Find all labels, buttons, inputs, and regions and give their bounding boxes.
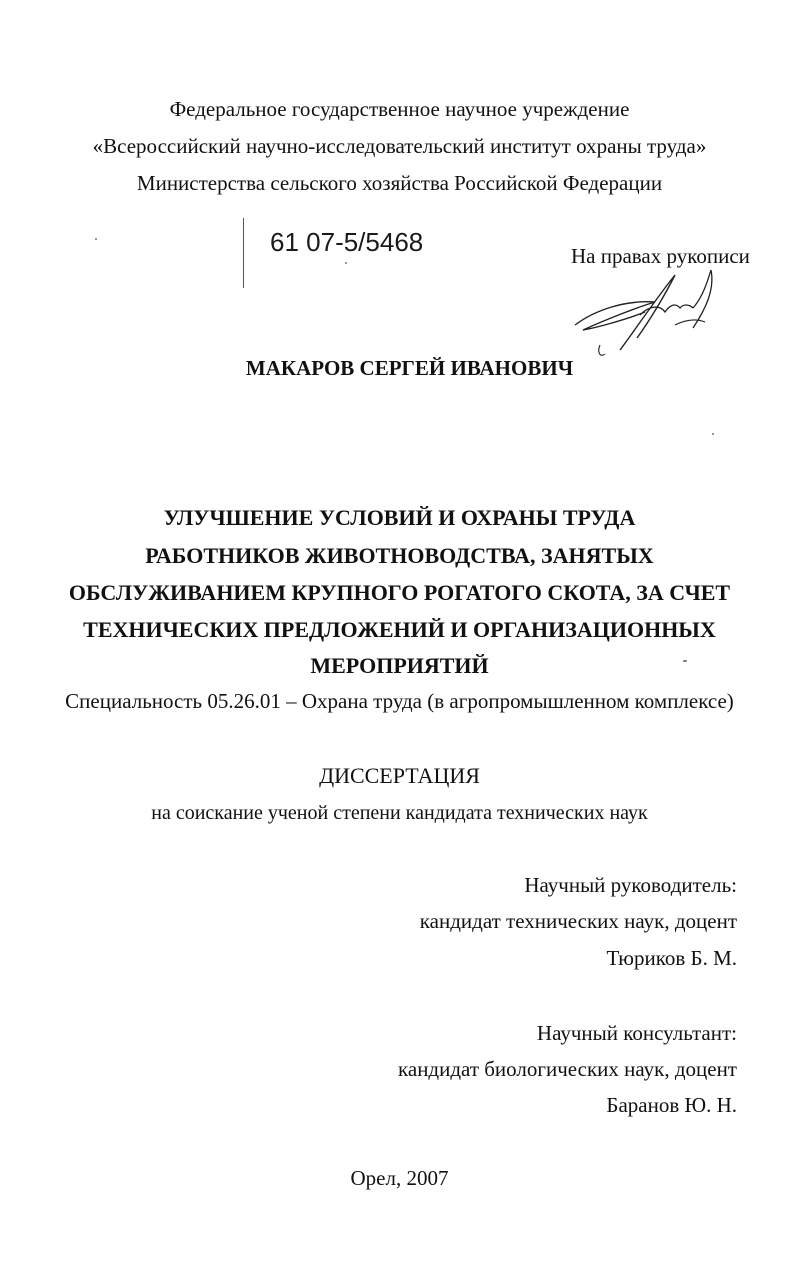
specialty: Специальность 05.26.01 – Охрана труда (в агропромышленном комплексе) [65, 689, 734, 713]
institution-line-3: Министерства сельского хозяйства Российской Федерации [136, 171, 663, 195]
consultant-degree: кандидат биологических наук, доцент [397, 1057, 737, 1081]
archive-margin-line [243, 218, 244, 288]
title-line-2: РАБОТНИКОВ ЖИВОТНОВОДСТВА, ЗАНЯТЫХ [145, 543, 654, 568]
signature-image [565, 250, 755, 370]
consultant-name: Баранов Ю. Н. [606, 1093, 737, 1117]
supervisor-degree: кандидат технических наук, доцент [419, 909, 737, 933]
consultant-role: Научный консультант: [536, 1021, 737, 1045]
title-line-3: ОБСЛУЖИВАНИЕМ КРУПНОГО РОГАТОГО СКОТА, ЗА СЧЕТ [68, 580, 731, 605]
city-year: Орел, 2007 [350, 1166, 449, 1190]
degree-line: на соискание ученой степени кандидата технических наук [151, 802, 648, 824]
title-line-4: ТЕХНИЧЕСКИХ ПРЕДЛОЖЕНИЙ И ОРГАНИЗАЦИОННЫХ [83, 617, 716, 642]
author-name: МАКАРОВ СЕРГЕЙ ИВАНОВИЧ [245, 356, 574, 380]
institution-line-1: Федеральное государственное научное учреждение [169, 97, 630, 121]
scan-speck [95, 238, 97, 240]
manuscript-note: На правах рукописи [571, 244, 750, 268]
scan-speck [683, 660, 687, 662]
scan-speck [345, 262, 347, 264]
archive-number: 61 07-5/5468 [270, 227, 424, 257]
supervisor-role: Научный руководитель: [524, 873, 737, 897]
title-line-5: МЕРОПРИЯТИЙ [310, 653, 489, 678]
supervisor-name: Тюриков Б. М. [606, 946, 737, 970]
institution-line-2: «Всероссийский научно-исследовательский институт охраны труда» [92, 134, 707, 158]
scan-speck [712, 433, 714, 435]
title-line-1: УЛУЧШЕНИЕ УСЛОВИЙ И ОХРАНЫ ТРУДА [163, 505, 636, 530]
document-type: ДИССЕРТАЦИЯ [319, 763, 480, 788]
